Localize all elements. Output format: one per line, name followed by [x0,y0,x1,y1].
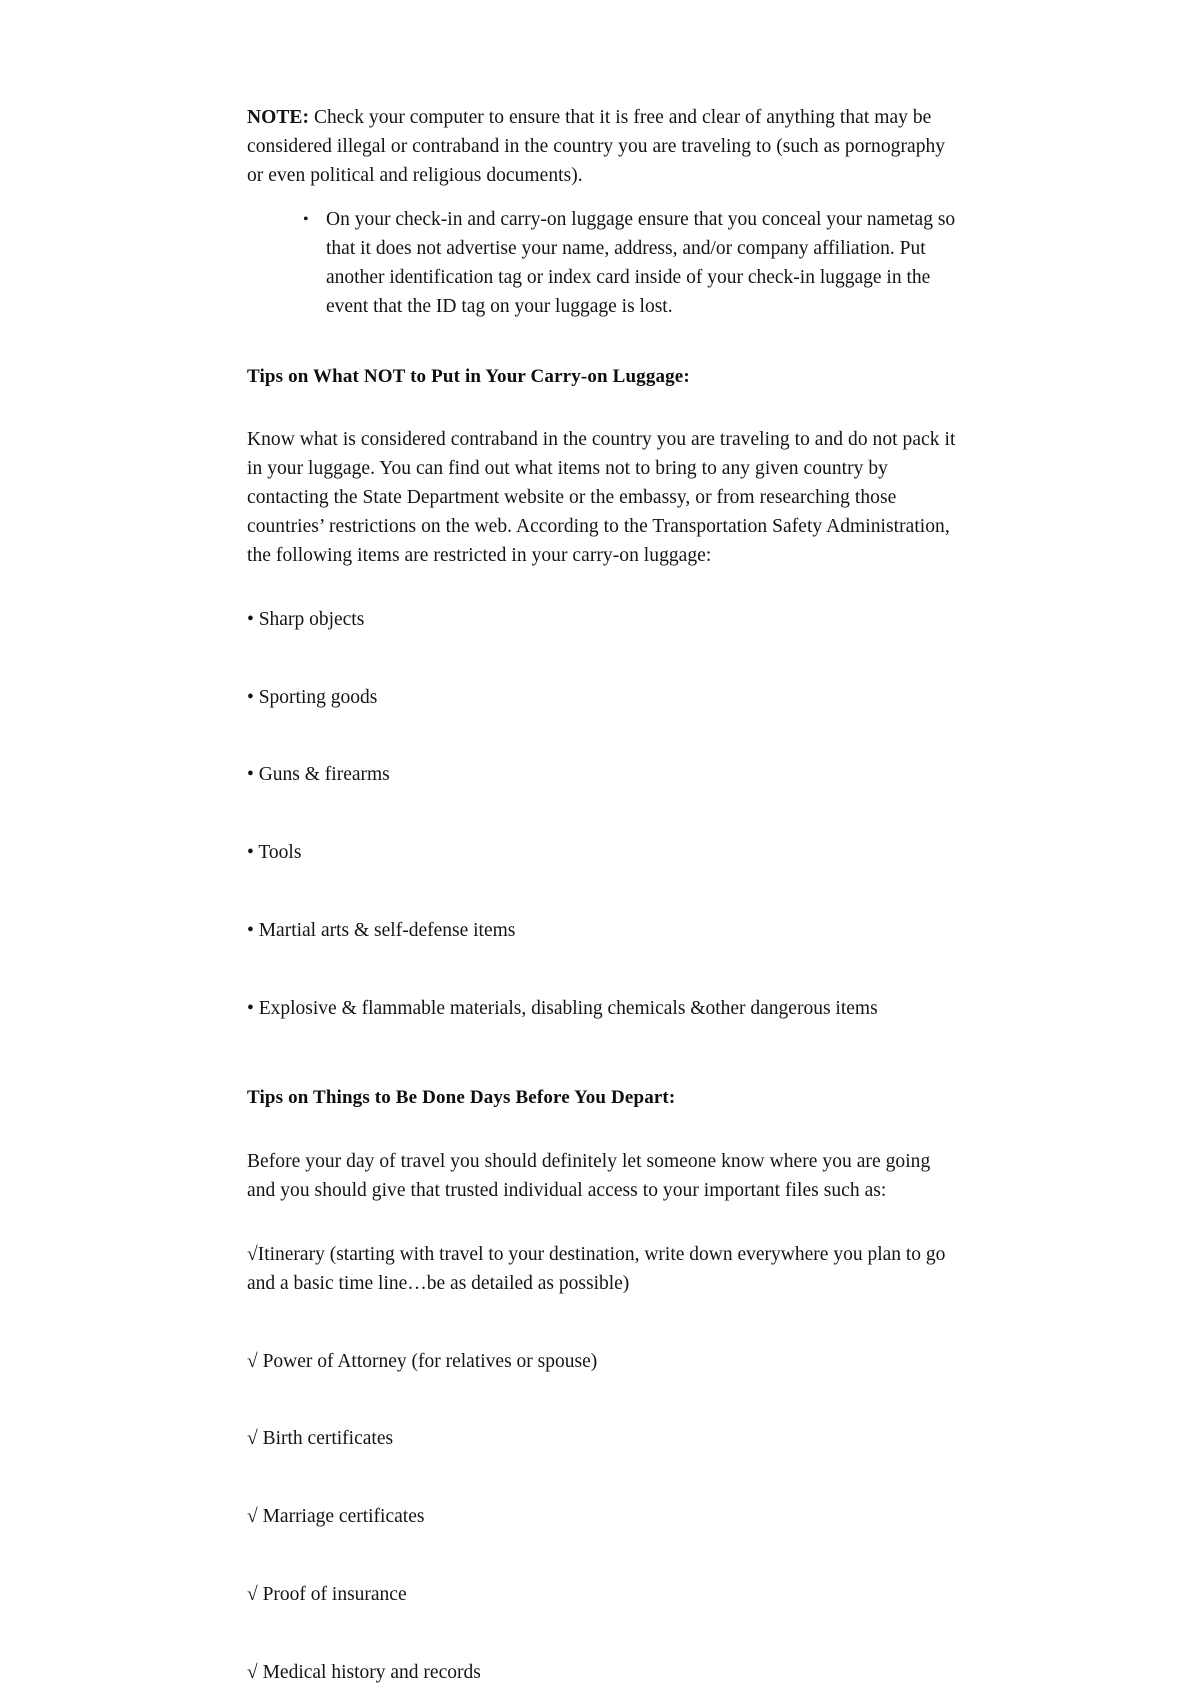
checklist-item: √ Birth certificates [247,1428,394,1450]
spacer [247,1396,959,1406]
spacer [247,1474,959,1484]
spacer [247,1629,959,1639]
spacer [247,190,959,206]
list-item: • Explosive & flammable materials, disabling chemicals &other dangerous items [247,997,878,1019]
spacer [247,1132,959,1148]
section-heading-carryon: Tips on What NOT to Put in Your Carry-on Luggage: [247,365,690,387]
spacer [247,410,959,426]
checklist-item: √ Power of Attorney (for relatives or spouse) [247,1350,598,1372]
list-item: • Tools [247,842,302,864]
spacer [247,322,959,344]
list-item [275,206,959,321]
note-label: NOTE: [247,107,310,128]
section-paragraph-carryon: Know what is considered contraband in the country you are traveling to and do not pack it in your luggage. You can find out what items not to bring to any given country by contacting the State Department website or the embassy, or from researching those countries’ restrictions on the web. According to the Transportation Safety Administration, the following items are restricted in your carry-on luggage: [247,429,956,566]
spacer [247,888,959,898]
spacer [247,1043,959,1065]
section-paragraph-before-depart: Before your day of travel you should definitely let someone know where you are going and you should give that trusted individual access to your important files such as: [247,1150,931,1201]
list-item: • Guns & firearms [247,764,390,786]
checklist-item: √ Medical history and records [247,1661,481,1683]
checklist-item: √ Proof of insurance [247,1584,407,1606]
spacer [247,1206,959,1222]
spacer [247,1318,959,1328]
list-item: • Martial arts & self-defense items [247,920,516,942]
spacer [247,965,959,975]
spacer [247,654,959,664]
list-item: • Sporting goods [247,686,378,708]
list-item: • Sharp objects [247,608,365,630]
note-paragraph [247,104,959,190]
indented-bullet-list [247,206,959,321]
checklist-item: √ Marriage certificates [247,1506,425,1528]
bullet-disc-icon: • [303,211,309,229]
note-paragraph-text: Check your computer to ensure that it is free and clear of anything that may be considered illegal or contraband in the country you are traveling to (such as pornography or even political and religious documents). [247,107,946,186]
spacer [247,732,959,742]
spacer [247,1552,959,1562]
spacer [247,570,959,586]
document-body [247,104,959,1707]
list-item-label: On your check-in and carry-on luggage ensure that you conceal your nametag so that it does not advertise your name, address, and/or company affiliation. Put another identification tag or index card inside of your check-in luggage in the event that the ID tag on your luggage is lost. [326,209,956,317]
checklist-item: √Itinerary (starting with travel to your destination, write down everywhere you plan to go and a basic time line…be as detailed as possible) [247,1244,946,1294]
section-heading-before-depart: Tips on Things to Be Done Days Before You Depart: [247,1087,676,1109]
spacer [247,810,959,820]
